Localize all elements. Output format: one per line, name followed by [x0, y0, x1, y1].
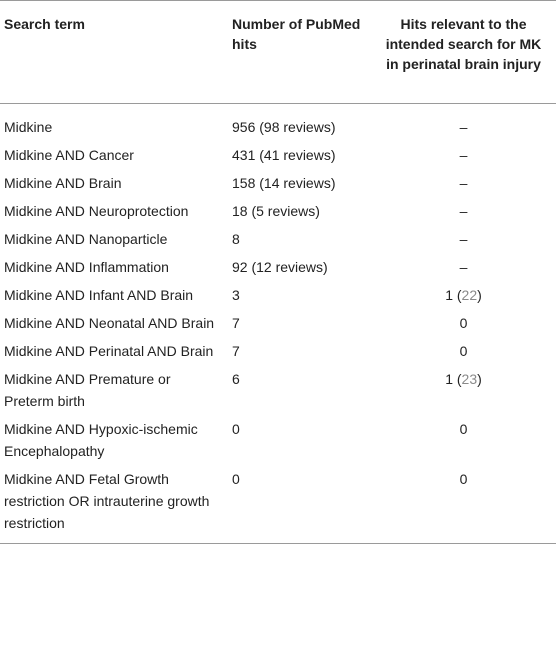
cell-pubmed-hits: 431 (41 reviews): [232, 147, 336, 163]
table-body: [0, 104, 556, 544]
cell-relevant-hits: –: [459, 147, 468, 163]
cell-pubmed-hits: 0: [232, 421, 240, 437]
table-row: [0, 306, 556, 334]
cell-pubmed-hits: 7: [232, 315, 240, 331]
table-row: [0, 334, 556, 362]
table-row: [0, 104, 556, 139]
cell-search-term: Midkine AND Nanoparticle: [4, 231, 168, 247]
cell-search-term: Midkine AND Neonatal AND Brain: [4, 315, 215, 331]
cell-search-term: Midkine: [4, 119, 53, 135]
header-relevant-hits: Hits relevant to the intended search for MK in perinatal brain injury: [385, 16, 542, 72]
cell-search-term: Midkine AND Hypoxic-ischemic Encephalopathy: [4, 421, 198, 459]
cell-relevant-hits: –: [459, 119, 468, 135]
cell-pubmed-hits: 6: [232, 371, 240, 387]
cell-search-term: Midkine AND Inflammation: [4, 259, 169, 275]
table-row: [0, 166, 556, 194]
cell-relevant-hits: 0: [459, 471, 468, 487]
cell-search-term: Midkine AND Perinatal AND Brain: [4, 343, 214, 359]
cell-search-term: Midkine AND Premature or Preterm birth: [4, 371, 171, 409]
cell-search-term: Midkine AND Infant AND Brain: [4, 287, 194, 303]
cell-relevant-hits: –: [459, 231, 468, 247]
cell-pubmed-hits: 158 (14 reviews): [232, 175, 336, 191]
reference-link[interactable]: 22: [461, 287, 478, 303]
cell-pubmed-hits: 0: [232, 471, 240, 487]
cell-search-term: Midkine AND Cancer: [4, 147, 134, 163]
relevant-count: 1 (: [445, 371, 462, 387]
table-row: [0, 222, 556, 250]
cell-pubmed-hits: 7: [232, 343, 240, 359]
relevant-close: ): [477, 287, 482, 303]
cell-pubmed-hits: 3: [232, 287, 240, 303]
relevant-close: ): [477, 371, 482, 387]
table-header: [0, 1, 556, 104]
reference-link[interactable]: 23: [461, 371, 478, 387]
cell-search-term: Midkine AND Neuroprotection: [4, 203, 189, 219]
cell-relevant-hits: 0: [459, 343, 468, 359]
cell-pubmed-hits: 8: [232, 231, 240, 247]
table-row: [0, 250, 556, 278]
table-row: [0, 278, 556, 306]
header-row: [0, 1, 556, 104]
cell-pubmed-hits: 956 (98 reviews): [232, 119, 336, 135]
table-row: [0, 412, 556, 462]
header-search-term: Search term: [4, 16, 85, 32]
table-row: [0, 194, 556, 222]
relevant-count: 1 (: [445, 287, 462, 303]
cell-relevant-hits: –: [459, 203, 468, 219]
cell-relevant-hits: 0: [459, 421, 468, 437]
header-pubmed-hits: Number of PubMed hits: [232, 16, 361, 52]
cell-relevant-hits: [371, 362, 556, 412]
table-row: [0, 462, 556, 544]
cell-relevant-hits: [371, 278, 556, 306]
cell-relevant-hits: –: [459, 175, 468, 191]
table-row: [0, 138, 556, 166]
cell-relevant-hits: 0: [459, 315, 468, 331]
table-row: [0, 362, 556, 412]
cell-search-term: Midkine AND Brain: [4, 175, 122, 191]
cell-relevant-hits: –: [459, 259, 468, 275]
cell-pubmed-hits: 18 (5 reviews): [232, 203, 320, 219]
cell-search-term: Midkine AND Fetal Growth restriction OR intrauterine growth restriction: [4, 471, 210, 531]
cell-pubmed-hits: 92 (12 reviews): [232, 259, 328, 275]
